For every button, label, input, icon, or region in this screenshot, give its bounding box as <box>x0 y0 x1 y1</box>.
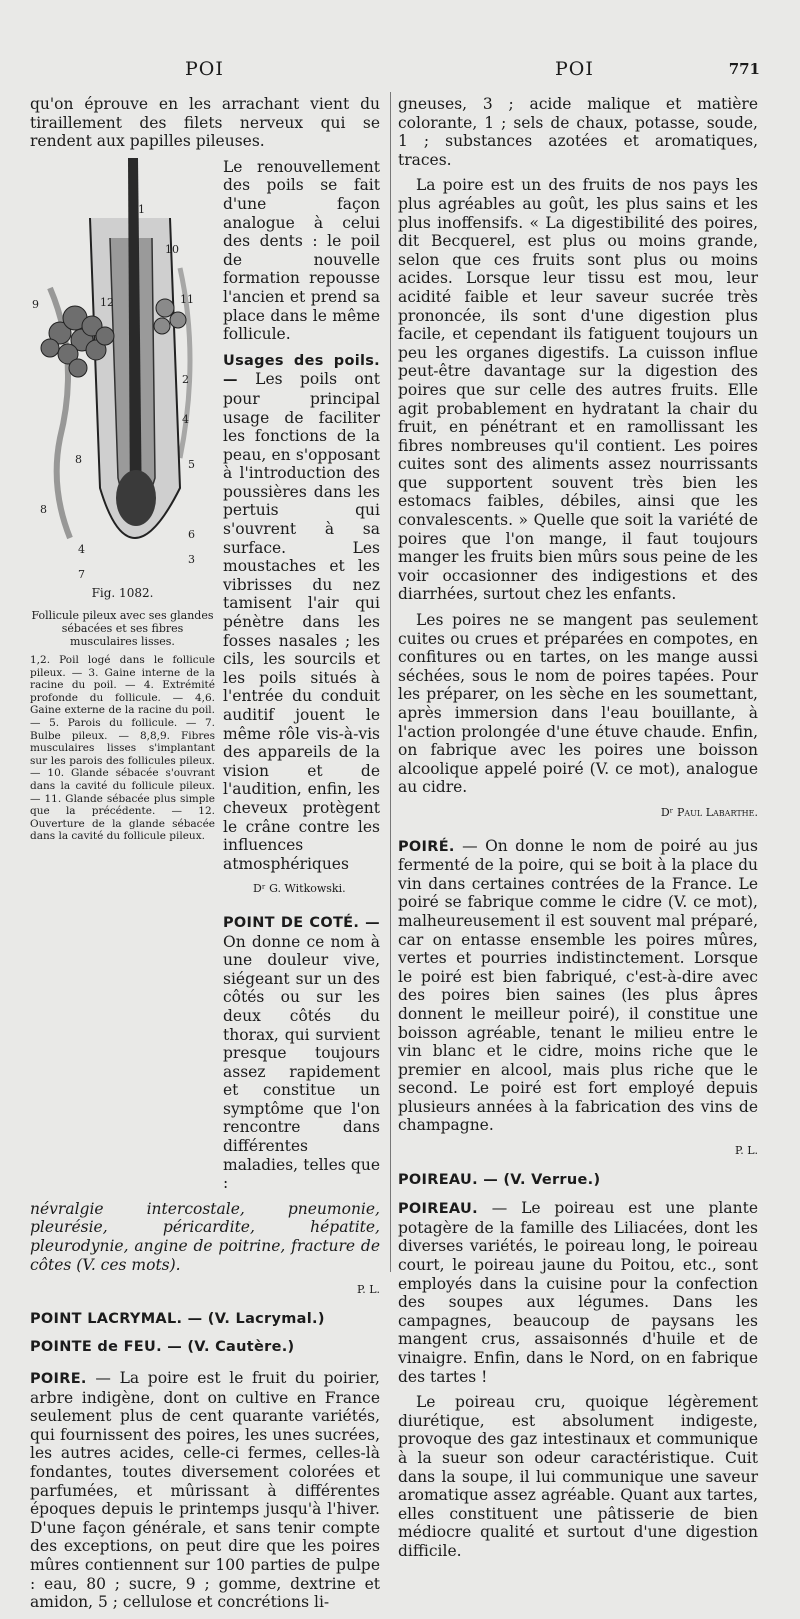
running-head-left: POI <box>185 58 224 80</box>
signature-pl-1: P. L. <box>357 1283 380 1297</box>
signature-pl-2: P. L. <box>735 1144 758 1158</box>
column-divider <box>390 92 391 1272</box>
poireau-text: — Le poireau est une plante potagère de la famille des Liliacées, dont les diverses variétés, le poireau long, le poireau court, le poireau jaune du Poitou, etc., sont employés dans la cuisine pour la confection des soupes aux légumes. Dans les campagnes, beaucoup de paysans les mangent crus, assaisonnés d'huile et de vinaigre. Enfin, dans le Nord, on en fabrique des tartes ! <box>398 1199 758 1386</box>
figure-label-2: 2 <box>182 372 189 386</box>
point-de-cote-text: On donne ce nom à une douleur vive, siégeant sur un des côtés ou sur les deux côtés du thorax, qui survient presque toujours assez rapidement et constitue un symptôme que l'on rencontre dans différentes maladies, telles que : <box>223 932 380 1193</box>
figure-label-1: 1 <box>138 202 145 216</box>
figure-label-10: 10 <box>165 242 179 256</box>
hair-follicle-illustration <box>30 158 215 578</box>
poireau-heading: POIREAU. <box>398 1201 478 1218</box>
figure-label-11: 11 <box>180 292 194 306</box>
figure-label-5: 5 <box>188 457 195 471</box>
left-column <box>30 95 380 1619</box>
entry-point-lacrymal: POINT LACRYMAL. — (V. Lacrymal.) <box>30 1310 325 1327</box>
signature-labarthe: Dʳ Paul Labarthe. <box>660 805 758 819</box>
usages-text: Les poils ont pour principal usage de faciliter les fonctions de la peau, en s'opposant à l'introduction des poussières dans les pertuis qui s'ouvrent à sa surface. Les moustaches et les vibrisses du nez tamisent l'air qui pénètre dans les fosses nasales ; les cils, les sourcils et les poils situés à l'entrée du conduit auditif jouent le même rôle vis-à-vis des appareils de la vision et de l'audition, enfin, les cheveux protègent le crâne contre les influences atmosphériques <box>223 370 380 873</box>
usages-heading: Usages des poils. — <box>223 352 380 389</box>
figure-label-7: 7 <box>78 567 85 578</box>
figure-label-6: 6 <box>188 527 195 541</box>
figure-label-8: 8 <box>75 452 82 466</box>
poireau-paragraph-2: Le poireau cru, quoique légèrement diurétique, est absolument indigeste, provoque des gaz intestinaux et communique à la sueur son odeur caractéristique. Cuit dans la soupe, il lui communique une saveur aromatique assez agréable. Quant aux tartes, elles constituent une pâtisserie de bien médiocre qualité et surtout d'une digestion difficile. <box>398 1393 758 1560</box>
intro-paragraph: qu'on éprouve en les arrachant vient du tiraillement des filets nerveux qui se rendent aux papilles pileuses. <box>30 95 380 151</box>
figure-label-9: 9 <box>32 297 39 311</box>
figure-label-8b: 8 <box>40 502 47 516</box>
figure-legend: 1,2. Poil logé dans le follicule pileux. — 3. Gaine interne de la racine du poil. — 4. Extrémité profonde du follicule. — 4,6. Gaine externe de la racine du poil. — 5. Parois du follicule. — 7. Bulbe pileux. — 8,8,9. Fibres musculaires lisses s'implantant sur les parois des follicules pileux. — 10. Glande sébacée s'ouvrant dans la cavité du follicule pileux. — 11. Glande sébacée plus simple que la précédente. — 12. Ouverture de la glande sébacée dans la cavité du follicule pileux. <box>30 653 215 843</box>
point-de-cote-list: névralgie intercostale, pneumonie, pleurésie, péricardite, hépatite, pleurodynie, angine de poitrine, fracture de côtes (V. ces mots). <box>30 1199 380 1274</box>
entry-pointe-de-feu: POINTE de FEU. — (V. Cautère.) <box>30 1339 295 1356</box>
poire2-heading: POIRÉ. <box>398 838 455 855</box>
running-head-right: POI <box>555 58 594 80</box>
figure-label-3: 3 <box>188 552 195 566</box>
poire-preparation-paragraph: Les poires ne se mangent pas seulement cuites ou crues et préparées en compotes, en confitures ou en tartes, on les mange aussi séchées, sous le nom de poires tapées. Pour les préparer, on les sèche en les soumettant, après immersion dans l'eau bouillante, à l'action prolongée d'une étuve chaude. Enfin, on fabrique avec les poires une boisson alcoolique appelé poiré (V. ce mot), analogue au cidre. <box>398 611 758 797</box>
page-number: 771 <box>728 60 760 78</box>
poire2-text: — On donne le nom de poiré au jus fermenté de la poire, qui se boit à la place du vin dans certaines contrées de la France. Le poiré se fabrique comme le cidre (V. ce mot), malheureusement il est souvent mal préparé, car on entasse ensemble les poires mûres, vertes et pourries indistinctement. Lorsque le poiré est bien fabriqué, c'est-à-dire avec des poires bien saines (les plus âpres donnent le meilleur poiré), il constitue une boisson agréable, tenant le milieu entre le vin blanc et le cidre, moins riche que le premier en alcool, mais plus riche que le second. Le poiré est fort employé depuis plusieurs années à la fabrication des vins de champagne. <box>398 836 758 1135</box>
poire-continued: gneuses, 3 ; acide malique et matière colorante, 1 ; sels de chaux, potasse, soude, 1 ; substances azotées et aromatiques, traces. <box>398 95 758 169</box>
figure-wrap-block <box>30 158 380 1200</box>
point-de-cote-heading: POINT DE COTÉ. — <box>223 914 380 931</box>
figure-label-12: 12 <box>100 295 114 309</box>
figure-number: Fig. 1082. <box>91 586 154 601</box>
signature-witkowski: Dʳ G. Witkowski. <box>253 882 346 896</box>
entry-poireau-verrue: POIREAU. — (V. Verrue.) <box>398 1171 601 1188</box>
wrapped-text <box>223 158 380 1200</box>
renewal-paragraph: Le renouvellement des poils se fait d'une façon analogue à celui des dents : le poil de nouvelle formation repousse l'ancien et prend sa place dans le même follicule. <box>223 157 380 344</box>
figure-label-4: 4 <box>182 412 189 426</box>
figure-label-4b: 4 <box>78 542 85 556</box>
poire-heading: POIRE. <box>30 1371 87 1387</box>
figure <box>30 158 215 1200</box>
poire-text: — La poire est le fruit du poirier, arbre indigène, dont on cultive en France seulement plus de cent quarante variétés, qui fournissent des poires, les unes sucrées, les autres acides, celle-ci fermes, celles-là fondantes, toutes diversement colorées et parfumées, et mûrissant à différentes époques depuis le printemps jusqu'à l'hiver. D'une façon générale, et sans tenir compte des exceptions, on peut dire que les poires mûres contiennent sur 100 parties de pulpe : eau, 80 ; sucre, 9 ; gomme, dextrine et amidon, 5 ; cellulose et concrétions li- <box>30 1369 380 1612</box>
poire-digestion-paragraph: La poire est un des fruits de nos pays les plus agréables au goût, les plus sains et les plus inoffensifs. « La digestibilité des poires, dit Becquerel, est plus ou moins grande, selon que ces fruits sont plus ou moins acides. Lorsque leur tissu est mou, leur acidité faible et leur saveur sucrée très prononcée, ils sont d'une digestion plus facile, et cependant ils fatiguent toujours un peu les organes digestifs. La cuisson influe peut-être davantage sur la digestion des poires que sur celle des autres fruits. Elle agit probablement en hydratant la chair du fruit, en pénétrant et en ramollissant les fibres nombreuses qu'il contient. Les poires cuites sont des aliments assez nourrissants que supportent souvent très bien les estomacs faibles, débiles, ainsi que les convalescents. » Quelle que soit la variété de poires que l'on mange, il faut toujours manger les fruits bien mûrs sous peine de les voir occasionner des indigestions et des diarrhées, surtout chez les enfants. <box>398 176 758 604</box>
right-column <box>398 95 758 1568</box>
figure-title: Follicule pileux avec ses glandes sébacées et ses fibres musculaires lisses. <box>31 608 214 648</box>
